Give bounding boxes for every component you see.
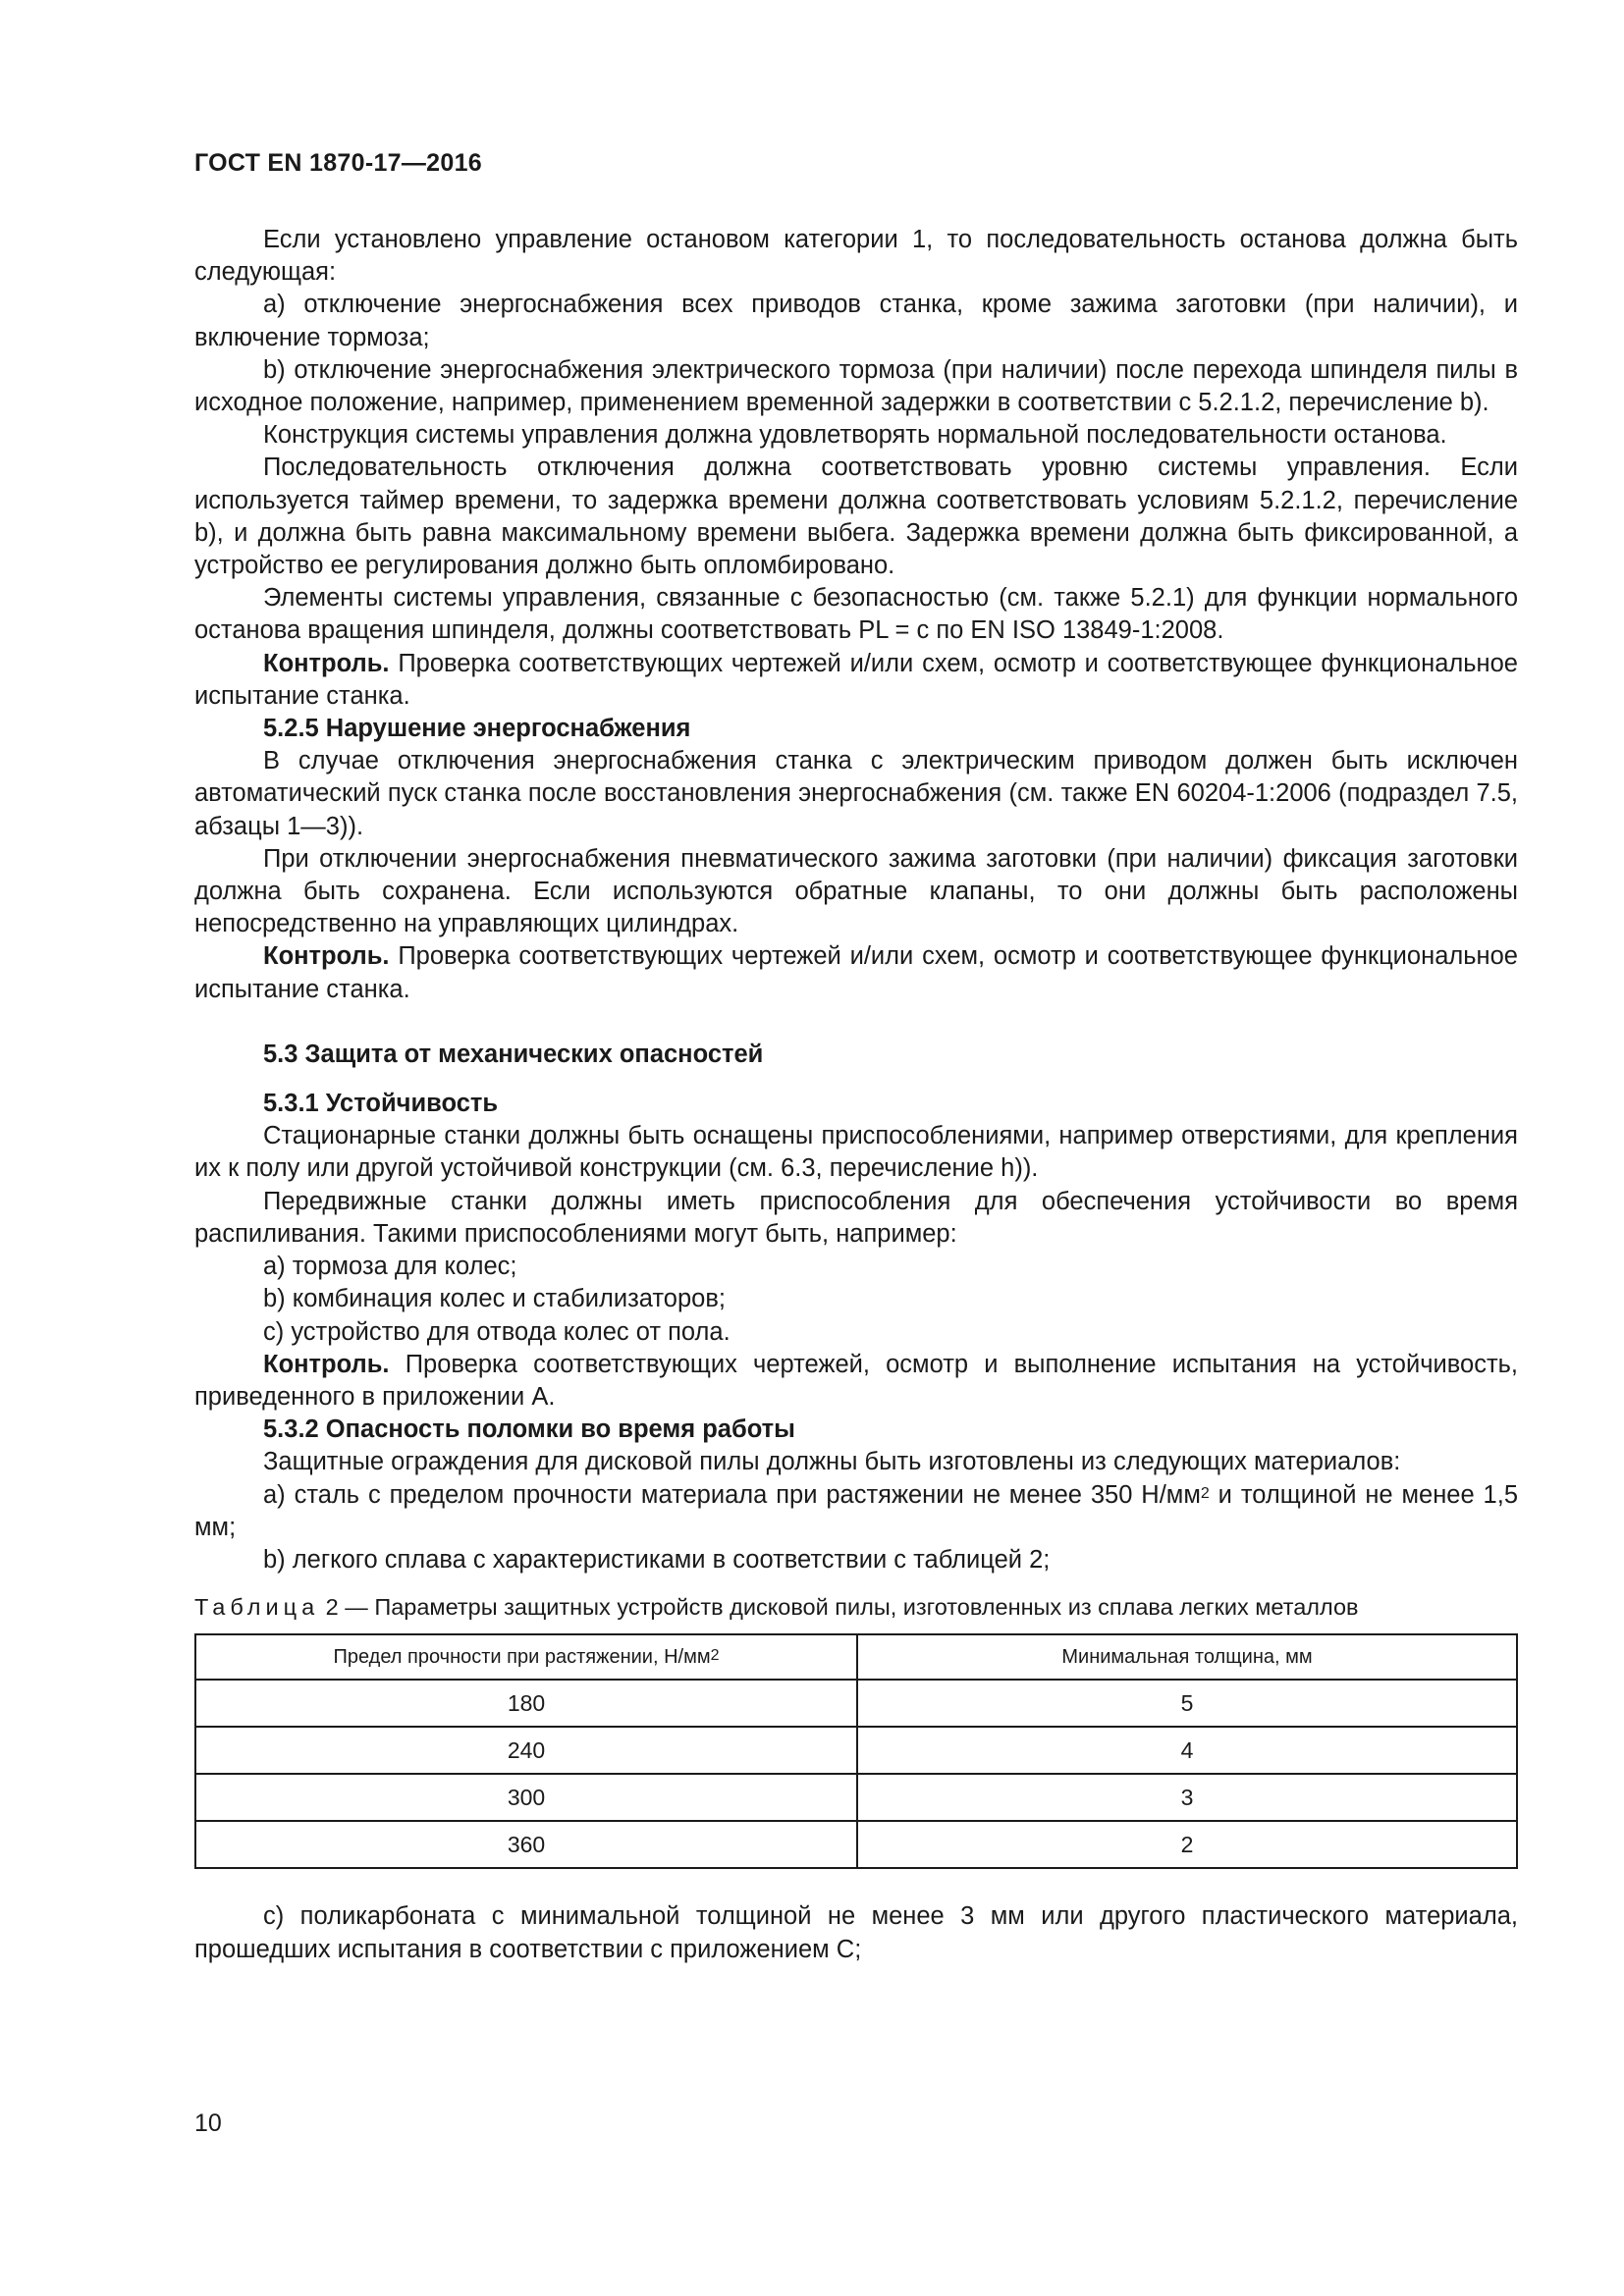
list-item: a) тормоза для колес;: [263, 1253, 517, 1281]
list-item: b) легкого сплава с характеристиками в соответствии с таблицей 2;: [263, 1545, 1051, 1574]
table-cell: 300: [195, 1774, 857, 1821]
section-heading-5-3-2: 5.3.2 Опасность поломки во время работы: [263, 1415, 795, 1444]
table-cell: 180: [195, 1680, 857, 1727]
list-item: b) комбинация колес и стабилизаторов;: [263, 1285, 726, 1313]
paragraph: В случае отключения энергоснабжения станка с электрическим приводом должен быть исключен автоматический пуск станка после восстановления энергоснабжения (см. также EN 60204-1:2006 (подраздел 7.5, абзацы 1—3)).: [194, 747, 1518, 840]
list-item: c) поликарбоната с минимальной толщиной не менее 3 мм или другого пластического материала, прошедших испытания в соответствии с приложением С;: [194, 1902, 1518, 1963]
document-body: [194, 224, 1518, 1966]
parameters-table: [194, 1633, 1518, 1869]
table-header-row: [195, 1634, 1517, 1680]
paragraph: Стационарные станки должны быть оснащены приспособлениями, например отверстиями, для крепления их к полу или другой устойчивой конструкции (см. 6.3, перечисление h)).: [194, 1122, 1518, 1183]
superscript: 2: [1200, 1484, 1210, 1502]
section-heading-5-3-1: 5.3.1 Устойчивость: [263, 1090, 499, 1118]
table-row: [195, 1727, 1517, 1774]
paragraph: Передвижные станки должны иметь приспособления для обеспечения устойчивости во время распиливания. Такими приспособлениями могут быть, например:: [194, 1187, 1518, 1248]
paragraph: Последовательность отключения должна соответствовать уровню системы управления. Если используется таймер времени, то задержка времени должна соответствовать условиям 5.2.1.2, перечисление b), и должна быть равна максимальному времени выбега. Задержка времени должна быть фиксированной, а устройство ее регулирования должно быть опломбировано.: [194, 454, 1518, 580]
paragraph: Элементы системы управления, связанные с безопасностью (см. также 5.2.1) для функции нормального останова вращения шпинделя, должны соответствовать PL = c по EN ISO 13849-1:2008.: [194, 584, 1518, 645]
control-paragraph: Контроль. Проверка соответствующих чертежей, осмотр и выполнение испытания на устойчивость, приведенного в приложении А.: [194, 1350, 1518, 1411]
paragraph: Конструкция системы управления должна удовлетворять нормальной последовательности останова.: [263, 421, 1447, 450]
table-cell: 360: [195, 1821, 857, 1868]
section-heading-5-2-5: 5.2.5 Нарушение энергоснабжения: [263, 715, 691, 743]
page-header: ГОСТ EN 1870-17—2016: [194, 149, 482, 177]
paragraph: Защитные ограждения для дисковой пилы должны быть изготовлены из следующих материалов:: [263, 1448, 1401, 1476]
list-item: b) отключение энергоснабжения электрического тормоза (при наличии) после перехода шпинделя пилы в исходное положение, например, применением временной задержки в соответствии с 5.2.1.2, перечисление b).: [194, 355, 1518, 417]
list-item: a) отключение энергоснабжения всех приводов станка, кроме зажима заготовки (при наличии), и включение тормоза;: [194, 291, 1518, 351]
page-number: 10: [194, 2109, 222, 2137]
control-label: Контроль.: [263, 1350, 390, 1378]
control-label: Контроль.: [263, 942, 390, 971]
section-heading-5-3: 5.3 Защита от механических опасностей: [263, 1040, 764, 1068]
control-label: Контроль.: [263, 649, 390, 677]
table-caption: Таблица 2 — Параметры защитных устройств дисковой пилы, изготовленных из сплава легких металлов: [194, 1594, 1359, 1621]
table-caption-label: Таблица: [194, 1594, 320, 1621]
paragraph: При отключении энергоснабжения пневматического зажима заготовки (при наличии) фиксация заготовки должна быть сохранена. Если используются обратные клапаны, то они должны быть расположены непосредственно на управляющих цилиндрах.: [194, 844, 1518, 938]
table-cell: 4: [857, 1727, 1517, 1774]
table-row: [195, 1680, 1517, 1727]
list-item: c) устройство для отвода колес от пола.: [263, 1317, 731, 1346]
superscript: 2: [710, 1646, 720, 1664]
control-paragraph: Контроль. Проверка соответствующих чертежей и/или схем, осмотр и соответствующее функциональное испытание станка.: [194, 942, 1518, 1003]
table-cell: 2: [857, 1821, 1517, 1868]
control-paragraph: Контроль. Проверка соответствующих чертежей и/или схем, осмотр и соответствующее функциональное испытание станка.: [194, 649, 1518, 710]
column-header-min-thickness: Минимальная толщина, мм: [857, 1634, 1517, 1680]
column-header-tensile-strength: Предел прочности при растяжении, $Н/мм^2$: [195, 1634, 857, 1680]
table-cell: 240: [195, 1727, 857, 1774]
list-item: a) сталь с пределом прочности материала при растяжении не менее 350 $Н/мм^2$ и толщиной не менее 1,5 мм;: [194, 1480, 1518, 1541]
table-row: [195, 1821, 1517, 1868]
table-cell: 5: [857, 1680, 1517, 1727]
table-cell: 3: [857, 1774, 1517, 1821]
table-row: [195, 1774, 1517, 1821]
paragraph: Если установлено управление остановом категории 1, то последовательность останова должна быть следующая:: [194, 226, 1518, 287]
